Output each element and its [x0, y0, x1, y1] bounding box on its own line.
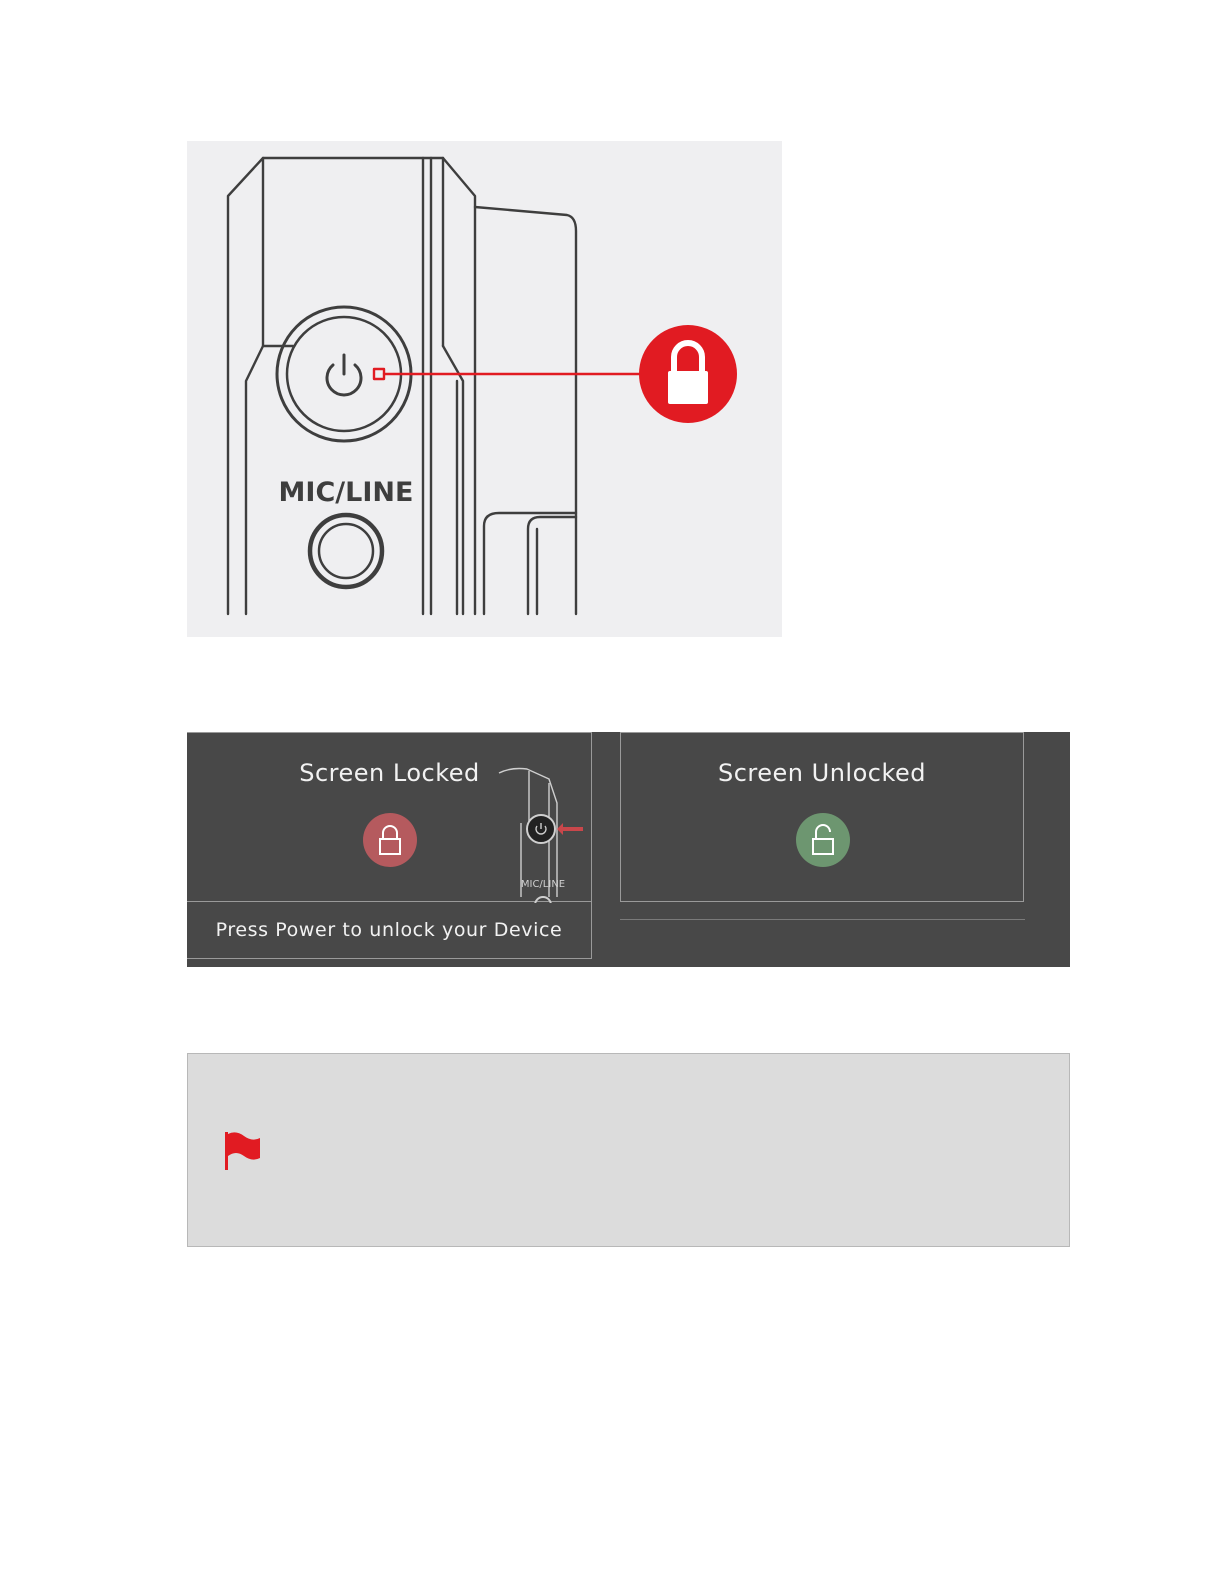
screen-unlocked-title: Screen Unlocked — [717, 759, 926, 787]
screen-locked-title: Screen Locked — [299, 759, 480, 787]
device-thumbnail — [491, 763, 587, 903]
thumb-label: MIC/LINE — [520, 879, 566, 890]
jack-icon — [310, 515, 382, 587]
screen-locked-panel — [187, 732, 592, 902]
device-body-outline — [228, 158, 475, 614]
screen-unlocked-panel — [620, 732, 1024, 902]
padlock-closed-icon — [363, 813, 417, 867]
flag-icon — [224, 1130, 264, 1172]
callout-marker — [374, 369, 384, 379]
unlock-hint: Press Power to unlock your Device — [187, 902, 592, 959]
jack-label: MIC/LINE — [278, 477, 414, 508]
unlocked-divider — [620, 919, 1025, 920]
padlock-open-icon — [796, 813, 850, 867]
screen-states-figure — [187, 732, 1070, 967]
device-figure — [187, 141, 782, 637]
arrow-icon — [557, 823, 583, 835]
power-icon — [327, 355, 361, 395]
note-box — [187, 1053, 1070, 1247]
